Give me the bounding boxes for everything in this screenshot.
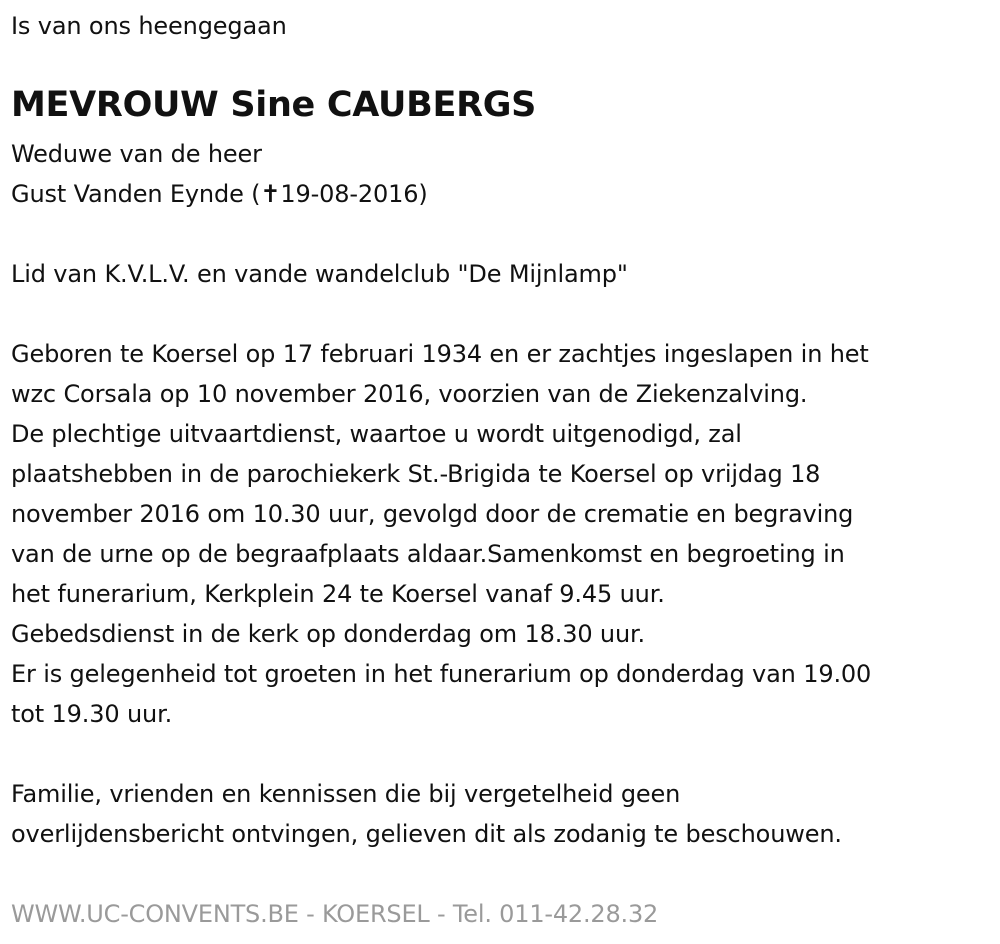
details-block [11,334,871,734]
membership-text: Lid van K.V.L.V. en vande wandelclub "De Mijnlamp" [11,260,628,288]
details-line: november 2016 om 10.30 uur, gevolgd door de crematie en begraving [11,500,854,528]
membership-block [11,254,628,294]
details-line: van de urne op de begraafplaats aldaar.Samenkomst en begroeting in [11,540,845,568]
details-line: wzc Corsala op 10 november 2016, voorzien van de Ziekenzalving. [11,380,808,408]
details-line: tot 19.30 uur. [11,700,173,728]
details-line: Gebedsdienst in de kerk op donderdag om 18.30 uur. [11,620,646,648]
details-line: het funerarium, Kerkplein 24 te Koersel vanaf 9.45 uur. [11,580,665,608]
spouse-block [11,134,428,214]
details-line: plaatshebben in de parochiekerk St.-Brigida te Koersel op vrijdag 18 [11,460,821,488]
closing-line: Familie, vrienden en kennissen die bij vergetelheid geen [11,780,681,808]
intro-text: Is van ons heengegaan [11,12,287,40]
spouse-line-1: Weduwe van de heer [11,140,262,168]
spouse-line-2: Gust Vanden Eynde (✝19-08-2016) [11,180,428,208]
details-line: De plechtige uitvaartdienst, waartoe u wordt uitgenodigd, zal [11,420,742,448]
details-line: Er is gelegenheid tot groeten in het funerarium op donderdag van 19.00 [11,660,872,688]
footer-contact: WWW.UC-CONVENTS.BE - KOERSEL - Tel. 011-42.28.32 [11,900,659,928]
closing-line: overlijdensbericht ontvingen, gelieven dit als zodanig te beschouwen. [11,820,842,848]
closing-block [11,774,842,854]
details-line: Geboren te Koersel op 17 februari 1934 en er zachtjes ingeslapen in het [11,340,869,368]
deceased-name: MEVROUW Sine CAUBERGS [11,85,537,125]
